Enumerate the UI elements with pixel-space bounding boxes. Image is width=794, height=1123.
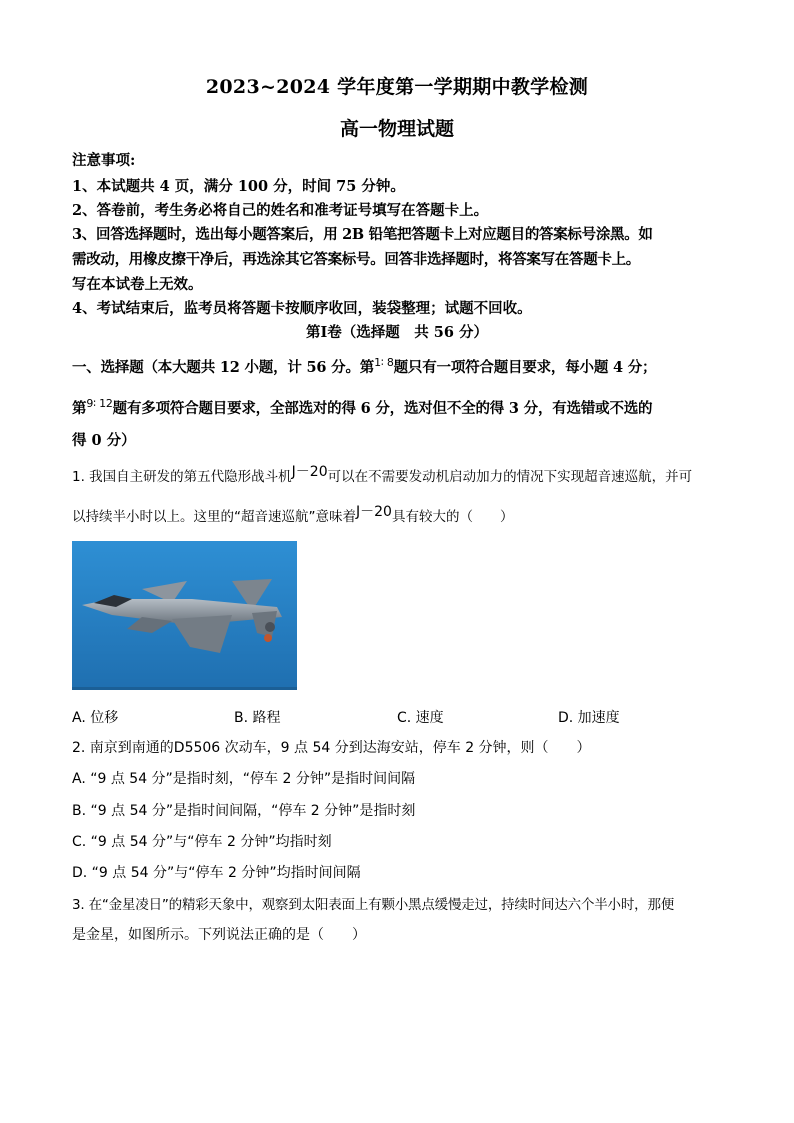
q2-option-c: C. “9 点 54 分”与“停车 2 分钟”均指时刻 <box>72 834 332 850</box>
fighter-jet-photo <box>72 541 297 690</box>
q1-option-b: B. 路程 <box>234 710 281 726</box>
section-instructions-line2: 第$^{9∶ 12}$题有多项符合题目要求，全部选对的得 6 分，选对但不全的得 3 分，有选错或不选的 <box>72 397 653 417</box>
notice-item: 写在本试卷上无效。 <box>72 276 203 293</box>
q1-stem-line1: 1. 我国自主研发的第五代隐形战斗机J－20可以在不需要发动机启动加力的情况下实现超音速巡航，并可 <box>72 464 693 485</box>
q3-stem-line2: 是金星，如图所示。下列说法正确的是（ ） <box>72 927 366 943</box>
q2-option-b: B. “9 点 54 分”是指时间间隔，“停车 2 分钟”是指时刻 <box>72 803 416 819</box>
q1-stem-line2: 以持续半小时以上。这里的“超音速巡航”意味着J－20具有较大的（ ） <box>72 504 514 525</box>
notice-item: 3、回答选择题时，选出每小题答案后，用 2B 铅笔把答题卡上对应题目的答案标号涂黑。如 <box>72 226 653 243</box>
q2-option-d: D. “9 点 54 分”与“停车 2 分钟”均指时间间隔 <box>72 865 361 881</box>
section-title: 第Ⅰ卷（选择题 共 56 分） <box>305 324 489 341</box>
q1-option-c: C. 速度 <box>397 710 444 726</box>
notice-item: 2、答卷前，考生务必将自己的姓名和准考证号填写在答题卡上。 <box>72 202 489 219</box>
notice-heading: 注意事项: <box>72 152 136 169</box>
notice-item: 1、本试题共 4 页，满分 100 分，时间 75 分钟。 <box>72 178 405 195</box>
q2-stem: 2. 南京到南通的D5506 次动车，9 点 54 分到达海安站，停车 2 分钟，则（ ） <box>72 740 591 756</box>
section-instructions-line3: 得 0 分） <box>72 432 136 449</box>
q2-option-a: A. “9 点 54 分”是指时刻，“停车 2 分钟”是指时间间隔 <box>72 771 416 787</box>
q1-option-a: A. 位移 <box>72 710 119 726</box>
q3-stem-line1: 3. 在“金星凌日”的精彩天象中，观察到太阳表面上有颗小黑点缓慢走过，持续时间达六个半小时，那便 <box>72 897 675 913</box>
q1-option-d: D. 加速度 <box>558 710 620 726</box>
notice-item: 需改动，用橡皮擦干净后，再选涂其它答案标号。回答非选择题时，将答案写在答题卡上。 <box>72 251 640 268</box>
exam-title: 2023~2024 学年度第一学期期中教学检测 <box>205 76 589 98</box>
exam-subtitle: 高一物理试题 <box>339 118 454 140</box>
section-instructions-line1: 一、选择题（本大题共 12 小题，计 56 分。第$^{1∶ 8}$题只有一项符合题目要求，每小题 4 分； <box>72 356 657 376</box>
notice-item: 4、考试结束后，监考员将答题卡按顺序收回，装袋整理；试题不回收。 <box>72 300 532 317</box>
